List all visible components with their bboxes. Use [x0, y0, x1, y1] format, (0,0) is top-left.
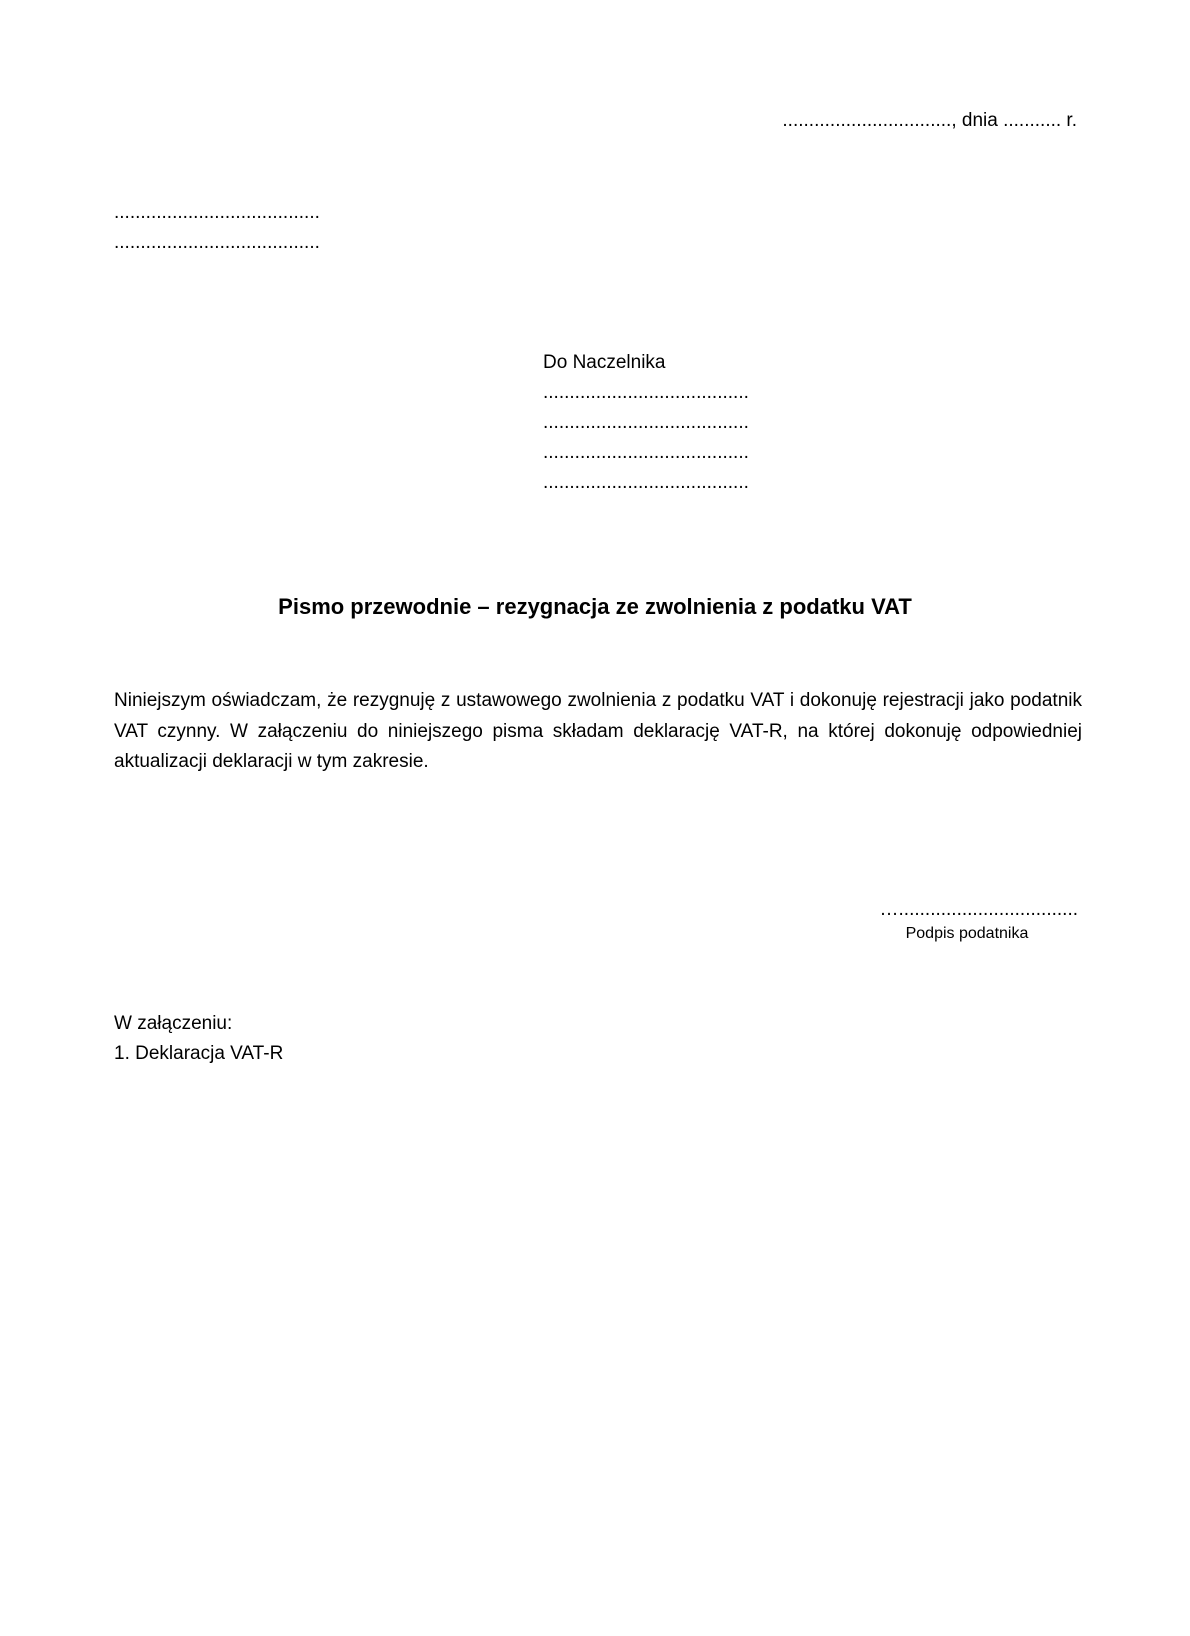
sender-line: ....................................... [114, 232, 320, 253]
signature-block [856, 898, 1078, 946]
sender-block [114, 198, 320, 258]
document-title: Pismo przewodnie – rezygnacja ze zwolnienia z podatku VAT [278, 594, 912, 619]
attachment-item: 1. Deklaracja VAT-R [114, 1043, 284, 1064]
recipient-block [543, 348, 749, 498]
signature-label: Podpis podatnika [905, 925, 1029, 942]
recipient-line: ....................................... [543, 472, 749, 493]
sender-line: ....................................... [114, 202, 320, 223]
attachments-heading: W załączeniu: [114, 1013, 233, 1034]
recipient-heading: Do Naczelnika [543, 352, 666, 373]
attachments-block [114, 1009, 283, 1069]
recipient-line: ....................................... [543, 412, 749, 433]
recipient-line: ....................................... [543, 442, 749, 463]
recipient-line: ....................................... [543, 382, 749, 403]
document-body: Niniejszym oświadczam, że rezygnuję z ustawowego zwolnienia z podatku VAT i dokonuję rejestracji jako podatnik VAT czynny. W załączeniu do niniejszego pisma składam deklarację VAT-R, na której dokonuję odpowiedniej aktualizacji deklaracji w tym zakresie. [114, 690, 1082, 772]
place-date-line: ................................, dnia ........... r. [782, 110, 1077, 131]
signature-dots: ….................................. [879, 899, 1078, 920]
